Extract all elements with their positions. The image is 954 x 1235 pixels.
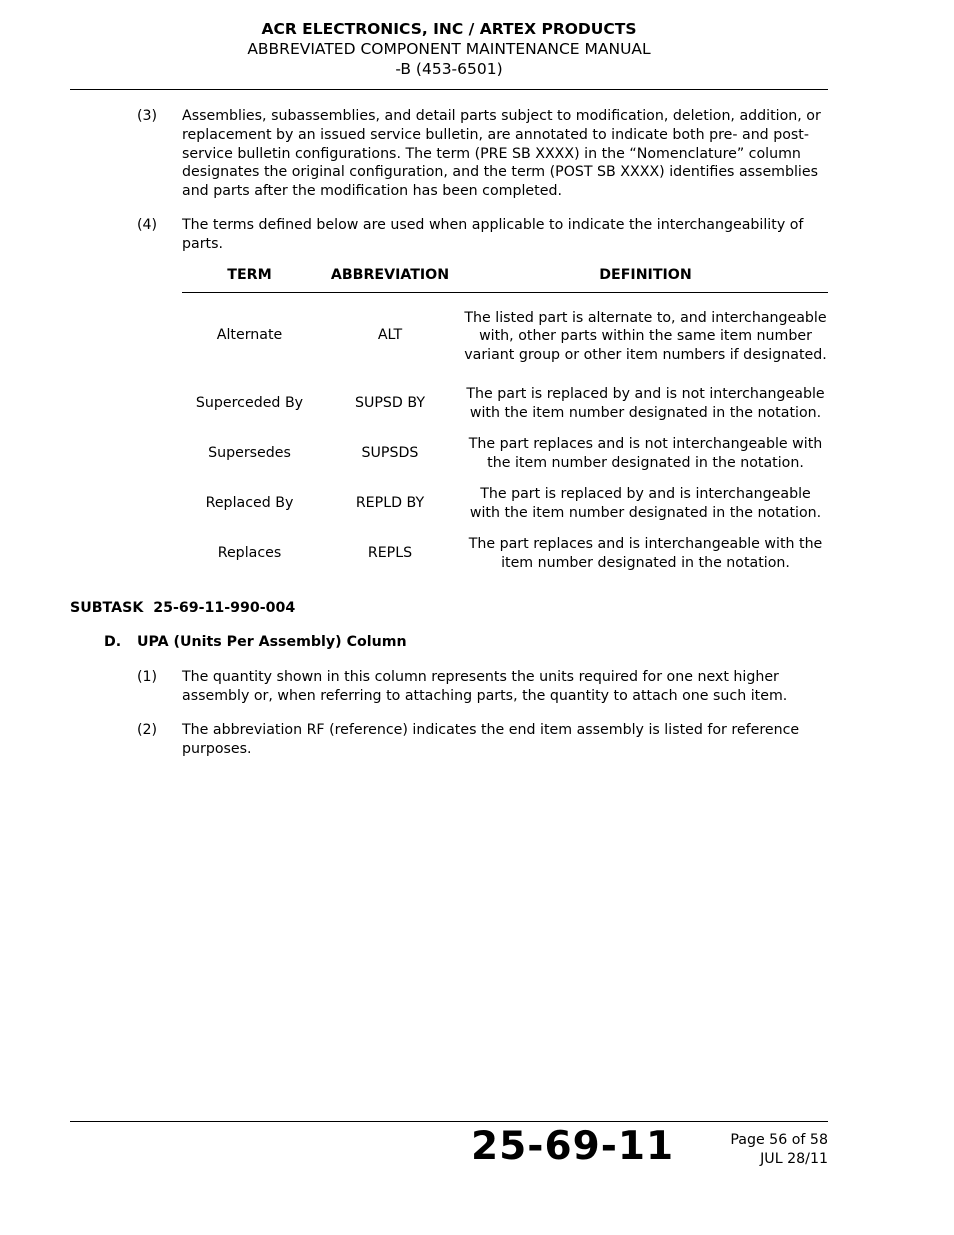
- revision-date: JUL 28/11: [760, 1150, 828, 1167]
- subtask-label: SUBTASK 25-69-11-990-004: [70, 600, 296, 616]
- paragraph-text: The terms defined below are used when applicable to indicate the interchangeability of parts.: [182, 217, 804, 252]
- definition-cell: The listed part is alternate to, and interchangeable with, other parts within the same item number variant group or other item numbers if designated.: [464, 309, 827, 364]
- manual-title: ABBREVIATED COMPONENT MAINTENANCE MANUAL: [247, 40, 651, 58]
- item-text: The abbreviation RF (reference) indicates the end item assembly is listed for reference purposes.: [182, 722, 800, 757]
- table-row: [182, 529, 828, 579]
- item-number: (1): [137, 669, 158, 685]
- header-divider: [70, 89, 828, 90]
- table-row: [182, 479, 828, 529]
- header-abbreviation: ABBREVIATION: [317, 258, 463, 293]
- paragraph-number: (3): [137, 108, 158, 124]
- section-letter: D.: [104, 634, 122, 650]
- term-cell: Replaced By: [205, 495, 294, 512]
- definition-cell: The part is replaced by and is interchangeable with the item number designated in the notation.: [469, 485, 822, 521]
- header-definition: DEFINITION: [463, 258, 828, 293]
- model-number: -B (453-6501): [395, 60, 503, 78]
- item-text: The quantity shown in this column represents the units required for one next higher assembly or, when referring to attaching parts, the quantity to attach one such item.: [182, 669, 788, 704]
- header-term: TERM: [182, 258, 317, 293]
- term-cell: Supersedes: [208, 445, 291, 462]
- definition-cell: The part replaces and is not interchangeable with the item number designated in the notation.: [468, 435, 823, 471]
- definition-cell: The part is replaced by and is not interchangeable with the item number designated in the notation.: [466, 385, 825, 421]
- term-cell: Superceded By: [195, 395, 304, 412]
- paragraph-text: Assemblies, subassemblies, and detail parts subject to modification, deletion, addition, or replacement by an issued service bulletin, are annotated to indicate both pre- and post-service bulletin configurations. The term (PRE SB XXXX) in the “Nomenclature” column designates the original configuration, and the term (POST SB XXXX) identifies assemblies and parts after the modification has been completed.: [182, 108, 821, 200]
- footer-divider: [70, 1121, 828, 1122]
- paragraph-number: (4): [137, 217, 158, 233]
- section-title: UPA (Units Per Assembly) Column: [137, 634, 407, 650]
- chapter-section-number: 25-69-11: [471, 1124, 675, 1169]
- abbreviation-cell: SUPSDS: [361, 445, 419, 462]
- page-info: [730, 1131, 828, 1168]
- definition-cell: The part replaces and is interchangeable with the item number designated in the notation.: [468, 535, 823, 571]
- table-row: [182, 379, 828, 429]
- item-number: (2): [137, 722, 158, 738]
- table-row: [182, 293, 828, 379]
- abbreviation-cell: SUPSD BY: [354, 395, 425, 412]
- abbreviation-cell: ALT: [377, 327, 403, 344]
- term-cell: Alternate: [216, 327, 283, 344]
- term-cell: Replaces: [217, 545, 282, 562]
- table-header-row: [182, 258, 828, 293]
- page-number: Page 56 of 58: [730, 1132, 828, 1148]
- abbreviation-cell: REPLS: [367, 545, 413, 562]
- document-header: [70, 19, 828, 79]
- interchangeability-terms-table: [182, 258, 828, 579]
- abbreviation-cell: REPLD BY: [355, 495, 425, 512]
- table-row: [182, 429, 828, 479]
- company-name: ACR ELECTRONICS, INC / ARTEX PRODUCTS: [261, 20, 637, 38]
